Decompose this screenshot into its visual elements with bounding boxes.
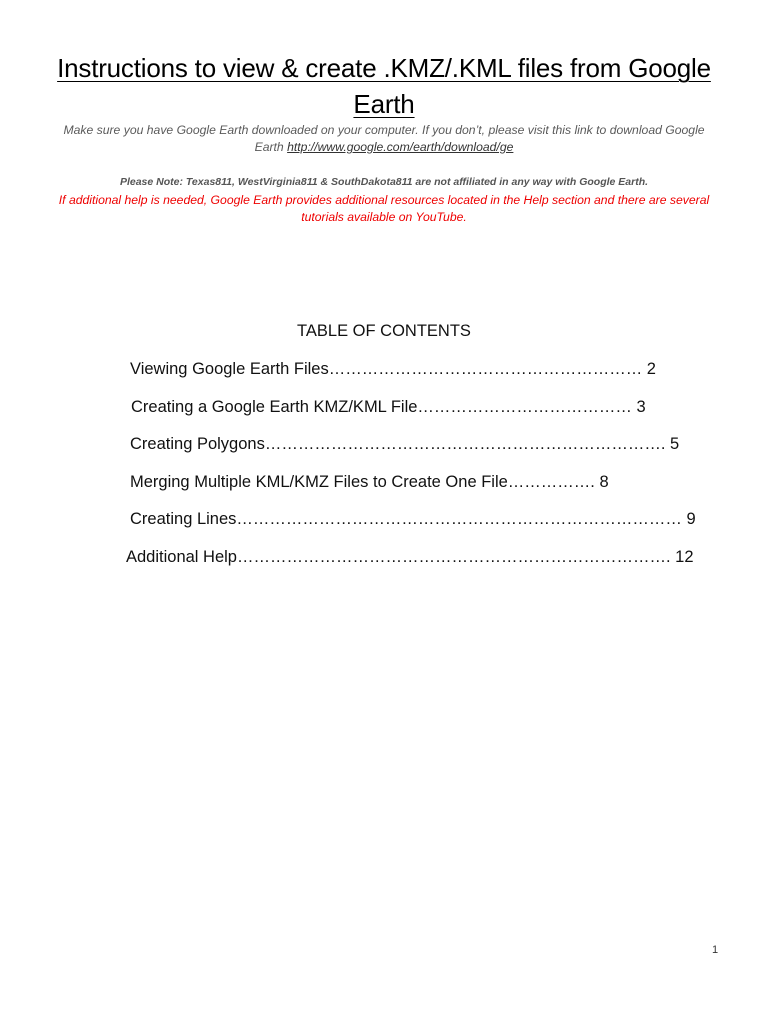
toc-entry-viewing[interactable]: Viewing Google Earth Files………………………………………………… 2 — [130, 360, 656, 378]
toc-entry-creating-kmz[interactable]: Creating a Google Earth KMZ/KML File………………………………… 3 — [131, 398, 646, 416]
title-line-2: Earth — [353, 89, 415, 119]
help-line-2: tutorials available on YouTube. — [301, 210, 467, 224]
toc-entry-polygons[interactable]: Creating Polygons………………………………………………………………. 5 — [130, 435, 680, 453]
toc-entry-lines[interactable]: Creating Lines……………………………………………………………………… 9 — [130, 510, 696, 528]
page-title — [40, 50, 728, 122]
page-number: 1 — [712, 944, 719, 956]
affiliation-note: Please Note: Texas811, WestVirginia811 & SouthDakota811 are not affiliated in any way with Google Earth. — [119, 176, 649, 188]
intro-paragraph — [40, 122, 728, 156]
intro-line-1: Make sure you have Google Earth downloaded on your computer. If you don’t, please visit this link to download Google — [63, 123, 705, 137]
intro-line-2-prefix: Earth — [254, 140, 288, 154]
help-line-1: If additional help is needed, Google Earth provides additional resources located in the Help section and there are several — [58, 193, 710, 207]
toc-entry-additional-help[interactable]: Additional Help……………………………………………………………………. 12 — [126, 548, 694, 566]
toc-heading: TABLE OF CONTENTS — [297, 322, 471, 340]
download-link[interactable]: http://www.google.com/earth/download/ge — [287, 140, 514, 154]
title-line-1: Instructions to view & create .KMZ/.KML files from Google — [57, 53, 711, 83]
help-note — [40, 192, 728, 226]
toc-entry-merging[interactable]: Merging Multiple KML/KMZ Files to Create One File……………. 8 — [130, 473, 609, 491]
intro-line-2 — [40, 139, 728, 156]
